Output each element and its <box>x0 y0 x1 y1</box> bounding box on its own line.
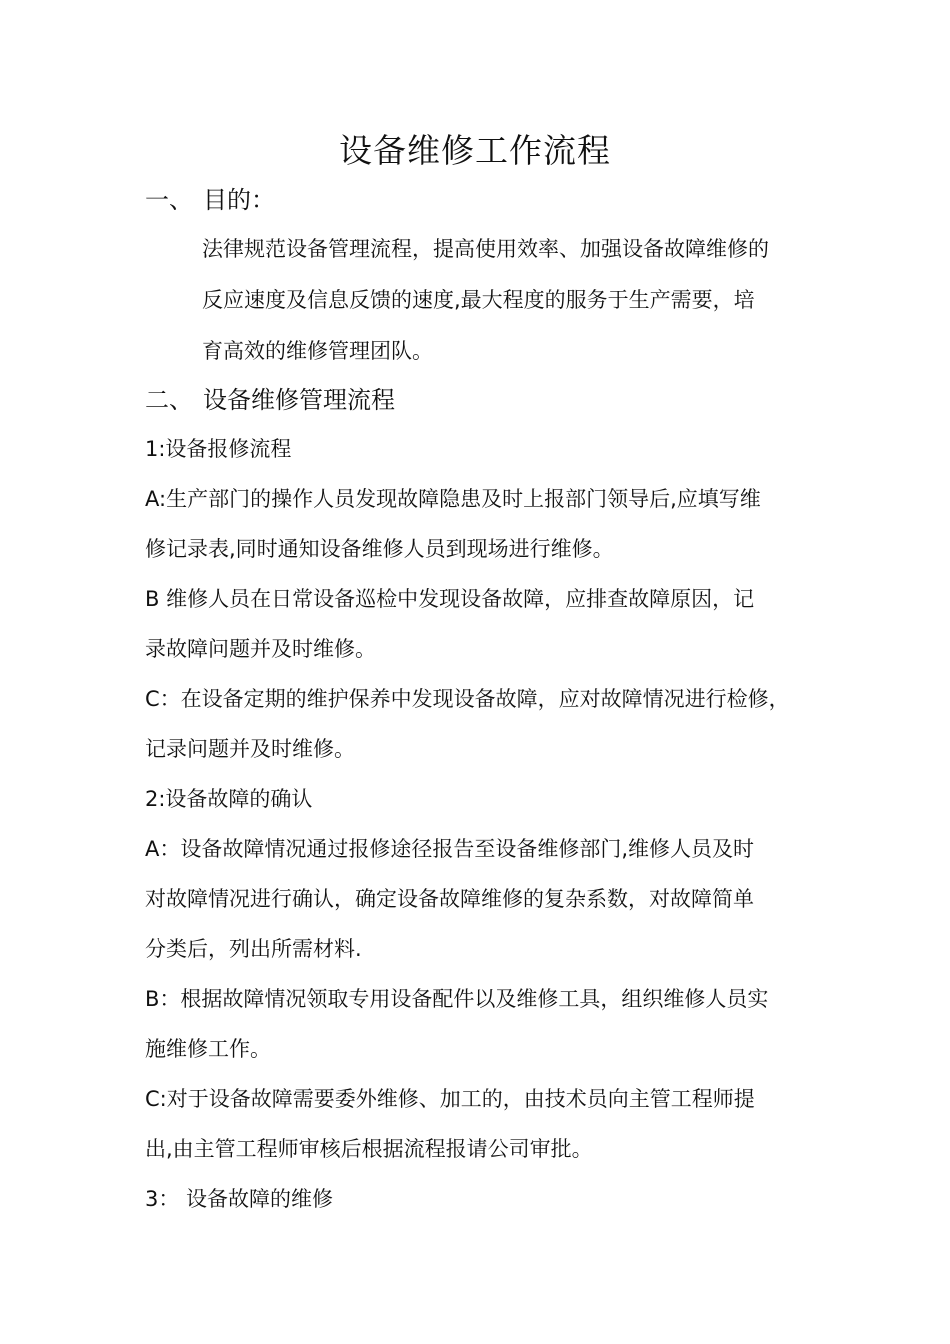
section-1-line: 育高效的维修管理团队。 <box>202 339 433 363</box>
body-line: C：在设备定期的维护保养中发现设备故障，应对故障情况进行检修， <box>145 687 790 711</box>
section-2-number: 二、 <box>145 386 193 414</box>
body-line: B：根据故障情况领取专用设备配件以及维修工具，组织维修人员实 <box>145 987 769 1011</box>
subsection-heading: 2:设备故障的确认 <box>145 787 313 811</box>
body-line: 出,由主管工程师审核后根据流程报请公司审批。 <box>145 1137 593 1161</box>
body-line: C:对于设备故障需要委外维修、加工的，由技术员向主管工程师提 <box>145 1087 755 1111</box>
body-line: 记录问题并及时维修。 <box>145 737 355 761</box>
section-1-heading <box>145 183 275 217</box>
section-1-line: 反应速度及信息反馈的速度,最大程度的服务于生产需要，培 <box>202 288 755 312</box>
body-line: 对故障情况进行确认，确定设备故障维修的复杂系数，对故障简单 <box>145 887 754 911</box>
document-title: 设备维修工作流程 <box>339 131 611 170</box>
subsection-heading: 3： 设备故障的维修 <box>145 1187 334 1211</box>
subsection-heading: 1:设备报修流程 <box>145 437 292 461</box>
section-1-line: 法律规范设备管理流程，提高使用效率、加强设备故障维修的 <box>202 237 769 261</box>
section-1-number: 一、 <box>145 186 193 214</box>
body-line: 修记录表,同时通知设备维修人员到现场进行维修。 <box>145 537 614 561</box>
body-line: 分类后，列出所需材料. <box>145 937 362 961</box>
section-2-heading <box>145 383 395 417</box>
section-2-title: 设备维修管理流程 <box>203 386 395 414</box>
body-line: B 维修人员在日常设备巡检中发现设备故障，应排查故障原因，记 <box>145 587 755 611</box>
section-1-title: 目的： <box>203 186 275 214</box>
body-line: A:生产部门的操作人员发现故障隐患及时上报部门领导后,应填写维 <box>145 487 761 511</box>
body-line: A：设备故障情况通过报修途径报告至设备维修部门,维修人员及时 <box>145 837 755 861</box>
body-line: 录故障问题并及时维修。 <box>145 637 376 661</box>
body-line: 施维修工作。 <box>145 1037 271 1061</box>
